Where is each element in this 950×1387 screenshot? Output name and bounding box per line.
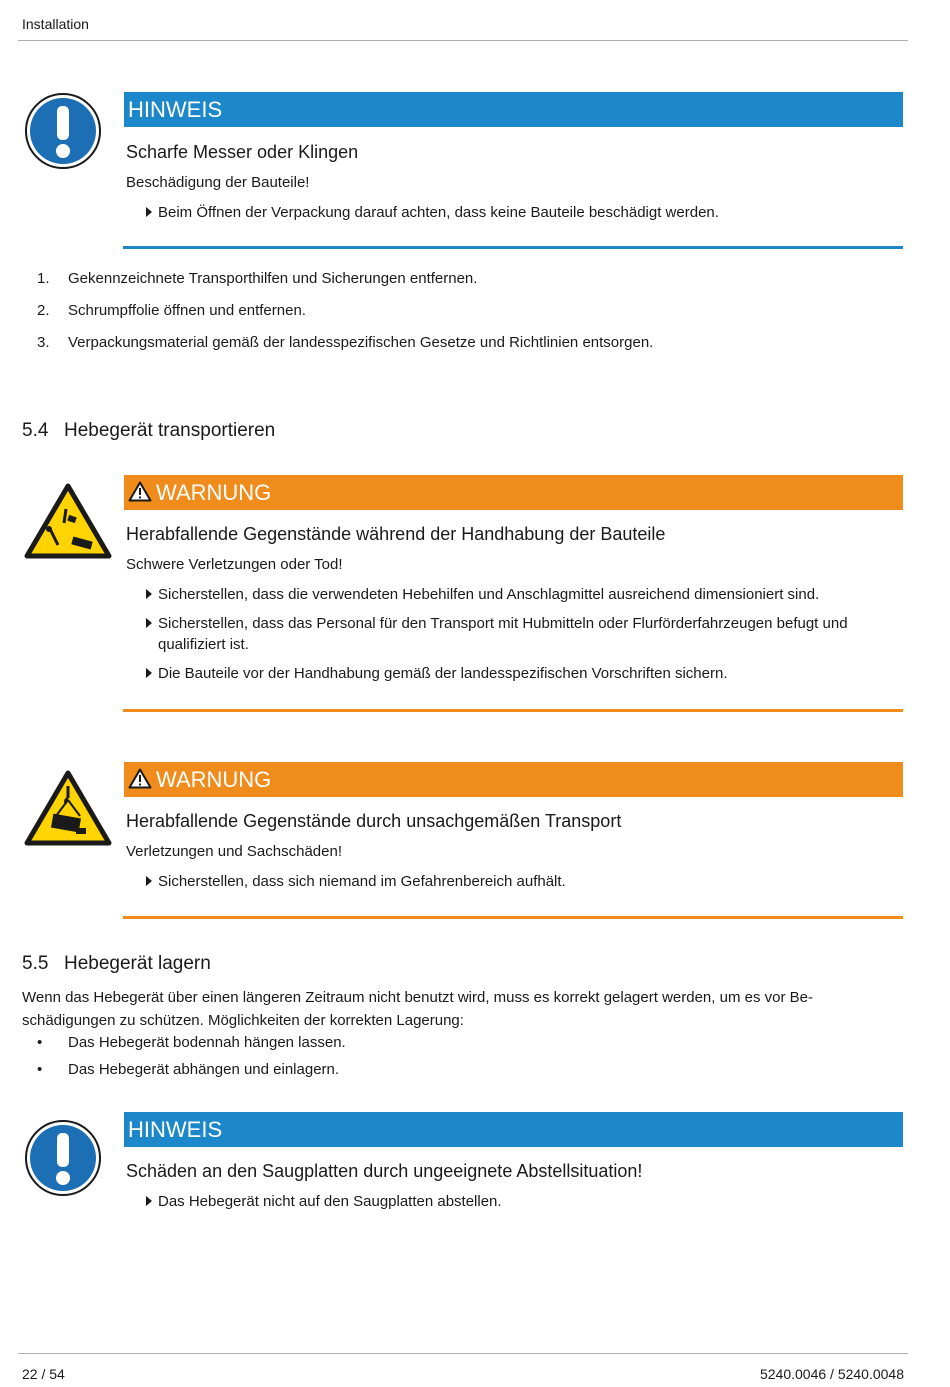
warning-triangle-icon — [128, 768, 152, 789]
warning-consequence: Schwere Verletzungen oder Tod! — [126, 556, 343, 573]
bullet-icon: • — [37, 1034, 43, 1051]
action-item: Sicherstellen, dass sich niemand im Gefahrenbereich aufhält. — [146, 871, 891, 892]
warning-bottom-rule — [123, 916, 903, 919]
notice-title: Scharfe Messer oder Klingen — [126, 142, 359, 162]
notice-consequence: Beschädigung der Bauteile! — [126, 174, 310, 191]
storage-paragraph: Wenn das Hebegerät über einen längeren Zeitraum nicht benutzt wird, muss es korrekt gelagert werden, um es vor Be-schädigungen zu schützen. Möglichkeiten der korrekten Lagerung: — [22, 989, 813, 1029]
page-header-section: Installation — [22, 16, 89, 32]
warning-title: Herabfallende Gegenstände durch unsachgemäßen Transport — [126, 811, 622, 831]
action-item: Das Hebegerät nicht auf den Saugplatten abstellen. — [146, 1191, 891, 1212]
mandatory-info-icon — [24, 1119, 102, 1202]
arrow-right-icon — [146, 668, 152, 678]
arrow-right-icon — [146, 876, 152, 886]
header-rule — [18, 40, 908, 41]
arrow-right-icon — [146, 618, 152, 628]
notice-label-bar — [124, 92, 903, 127]
list-item: • Das Hebegerät abhängen und einlagern. — [37, 1061, 346, 1088]
warning-label-bar — [124, 475, 903, 510]
arrow-right-icon — [146, 207, 152, 217]
page-number: 22 / 54 — [22, 1366, 65, 1382]
notice-title: Schäden an den Saugplatten durch ungeeignete Abstellsituation! — [126, 1161, 643, 1181]
notice-bottom-rule — [123, 246, 903, 249]
falling-objects-warning-icon — [24, 483, 112, 564]
action-item: Sicherstellen, dass das Personal für den Transport mit Hubmitteln oder Flurförderfahrzeugen befugt und qualifiziert ist. — [146, 613, 891, 655]
action-item: Sicherstellen, dass die verwendeten Hebehilfen und Anschlagmittel ausreichend dimensioniert sind. — [146, 584, 891, 605]
step-item: 2. Schrumpffolie öffnen und entfernen. — [37, 302, 306, 319]
warning-bottom-rule — [123, 709, 903, 712]
storage-options — [37, 1034, 346, 1088]
warning-label: WARNUNG — [156, 767, 272, 792]
mandatory-info-icon — [24, 92, 102, 175]
notice-label: HINWEIS — [128, 1117, 223, 1142]
notice-label-bar — [124, 1112, 903, 1147]
warning-label-bar — [124, 762, 903, 797]
unpacking-steps — [37, 270, 653, 366]
step-item: 3. Verpackungsmaterial gemäß der landesspezifischen Gesetze und Richtlinien entsorgen. — [37, 334, 654, 351]
notice-actions — [146, 1191, 891, 1220]
arrow-right-icon — [146, 1196, 152, 1206]
section-heading-5-4: 5.4 Hebegerät transportieren — [22, 420, 276, 441]
action-item: Die Bauteile vor der Handhabung gemäß der landesspezifischen Vorschriften sichern. — [146, 663, 891, 684]
warning-actions — [146, 584, 891, 692]
warning-actions — [146, 871, 891, 900]
arrow-right-icon — [146, 589, 152, 599]
notice-label: HINWEIS — [128, 97, 223, 122]
suspended-load-warning-icon — [24, 770, 112, 851]
warning-label: WARNUNG — [156, 480, 272, 505]
footer-rule — [18, 1353, 908, 1354]
warning-consequence: Verletzungen und Sachschäden! — [126, 843, 342, 860]
action-item: Beim Öffnen der Verpackung darauf achten, dass keine Bauteile beschädigt werden. — [146, 202, 891, 223]
warning-triangle-icon — [128, 481, 152, 502]
section-heading-5-5: 5.5 Hebegerät lagern — [22, 953, 211, 974]
notice-actions — [146, 202, 891, 231]
warning-title: Herabfallende Gegenstände während der Handhabung der Bauteile — [126, 524, 666, 544]
list-item: • Das Hebegerät bodennah hängen lassen. — [37, 1034, 346, 1061]
step-item: 1. Gekennzeichnete Transporthilfen und Sicherungen entfernen. — [37, 270, 478, 287]
document-number: 5240.0046 / 5240.0048 — [759, 1366, 904, 1382]
bullet-icon: • — [37, 1061, 43, 1078]
